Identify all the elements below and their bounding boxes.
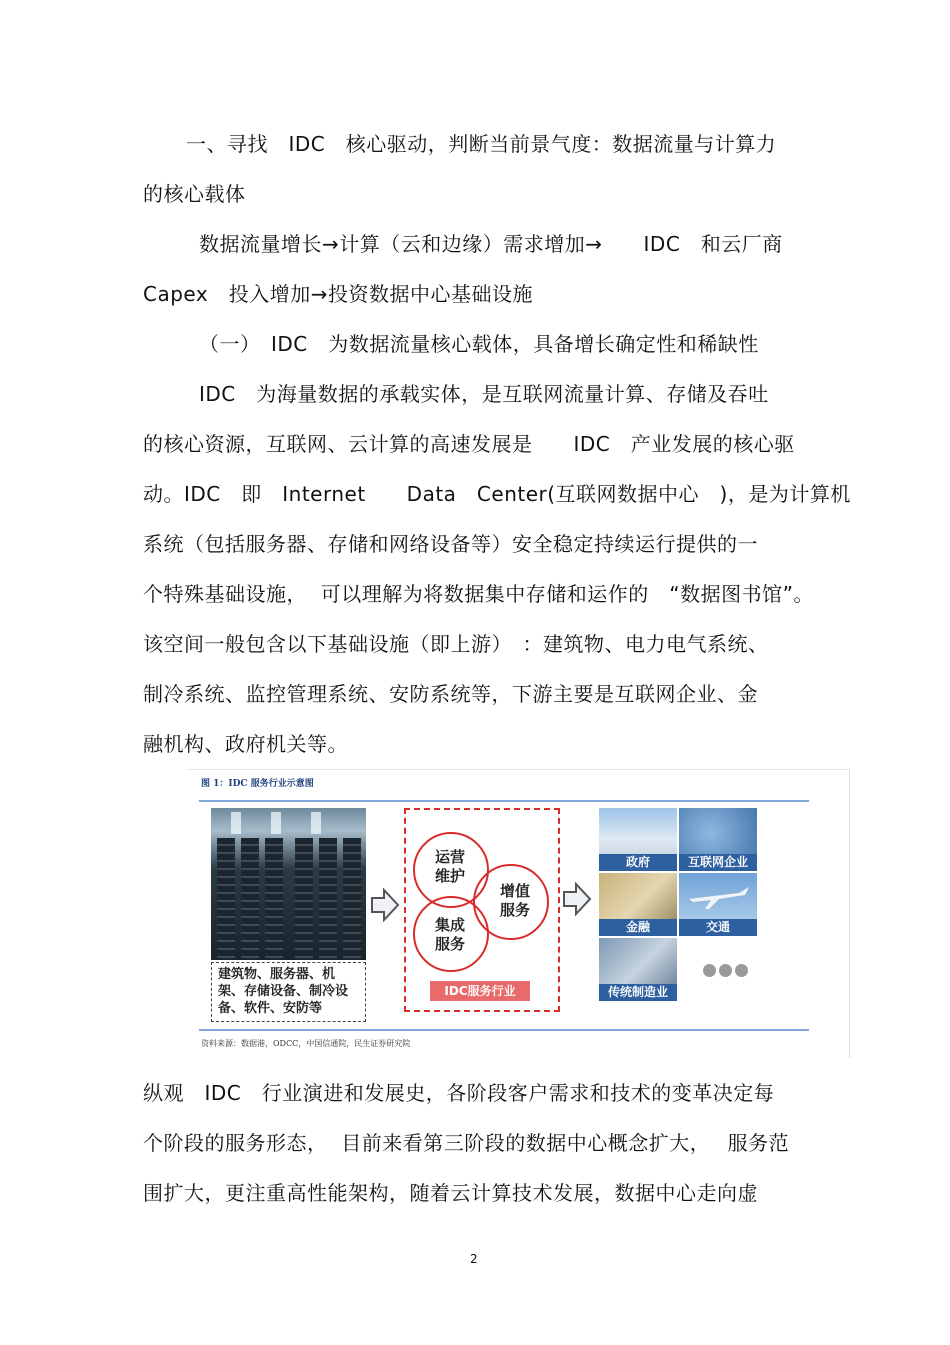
server-rack: [319, 838, 337, 960]
tile-manufacturing: [599, 938, 677, 1001]
server-rack: [295, 838, 313, 960]
dot: [735, 964, 748, 977]
infrastructure-box: 建筑物、服务器、机架、存储设备、制冷设备、软件、安防等: [211, 962, 366, 1022]
tile-label: 交通: [679, 919, 757, 936]
server-rack: [217, 838, 235, 960]
tile-government: [599, 808, 677, 871]
body-line-7: 的核心资源，互联网、云计算的高速发展是 IDC 产业发展的核心驱: [143, 432, 795, 456]
heading-line-1: 一、寻找 IDC 核心驱动，判断当前景气度：数据流量与计算力: [186, 132, 777, 156]
label-value-added: 增值服务: [499, 882, 530, 919]
server-room-image: [211, 808, 366, 960]
ceiling-light: [271, 812, 281, 834]
dot: [719, 964, 732, 977]
ceiling-light: [311, 812, 321, 834]
body-line-8: 动。IDC 即 Internet Data Center(互联网数据中心 )，是为计算机: [143, 482, 851, 506]
label-operations: 运营维护: [434, 848, 465, 885]
arrow-right-icon: [562, 882, 592, 916]
tile-finance: [599, 873, 677, 936]
tile-internet: [679, 808, 757, 871]
body-line-10: 个特殊基础设施， 可以理解为将数据集中存储和运作的 “数据图书馆”。: [143, 582, 814, 606]
tile-label: 金融: [599, 919, 677, 936]
tile-label: 传统制造业: [599, 984, 677, 1001]
body-line-11: 该空间一般包含以下基础设施（即上游） ：建筑物、电力电气系统、: [143, 632, 769, 656]
idc-service-badge: IDC服务行业: [430, 981, 530, 1001]
arrow-right-icon: [370, 888, 400, 922]
heading-line-2: 的核心载体: [143, 182, 246, 206]
ceiling-light: [231, 812, 241, 834]
figure-rule-top: [199, 800, 809, 802]
body-line-after-3: 围扩大，更注重高性能架构，随着云计算技术发展，数据中心走向虚: [143, 1181, 758, 1205]
tile-label: 互联网企业: [679, 854, 757, 871]
server-rack: [343, 838, 361, 960]
server-rack: [241, 838, 259, 960]
page-number: 2: [470, 1252, 478, 1266]
body-line-9: 系统（包括服务器、存储和网络设备等）安全稳定持续运行提供的一: [143, 532, 758, 556]
tile-label: 政府: [599, 854, 677, 871]
more-dots: [703, 962, 751, 981]
subheading-line: （一） IDC 为数据流量核心载体，具备增长确定性和稀缺性: [199, 332, 759, 356]
figure-caption: 图 1：IDC 服务行业示意图: [201, 779, 314, 789]
body-line-12: 制冷系统、监控管理系统、安防系统等，下游主要是互联网企业、金: [143, 682, 758, 706]
body-line-6: IDC 为海量数据的承载实体，是互联网流量计算、存储及吞吐: [199, 382, 769, 406]
figure-source: 资料来源：数据港，ODCC，中国信通院，民生证券研究院: [201, 1039, 411, 1048]
figure-rule-bottom: [199, 1029, 809, 1031]
body-line-after-1: 纵观 IDC 行业演进和发展史，各阶段客户需求和技术的变革决定每: [143, 1081, 775, 1105]
body-line-after-2: 个阶段的服务形态， 目前来看第三阶段的数据中心概念扩大， 服务范: [143, 1131, 790, 1155]
airplane-icon: [679, 873, 757, 919]
server-rack: [265, 838, 283, 960]
body-line-4: Capex 投入增加→投资数据中心基础设施: [143, 282, 533, 306]
body-line-13: 融机构、政府机关等。: [143, 732, 348, 756]
tile-transport: [679, 873, 757, 936]
body-line-3: 数据流量增长→计算（云和边缘）需求增加→ IDC 和云厂商: [199, 232, 783, 256]
label-integration: 集成服务: [434, 916, 465, 953]
idc-figure: [187, 769, 850, 1058]
dot: [703, 964, 716, 977]
